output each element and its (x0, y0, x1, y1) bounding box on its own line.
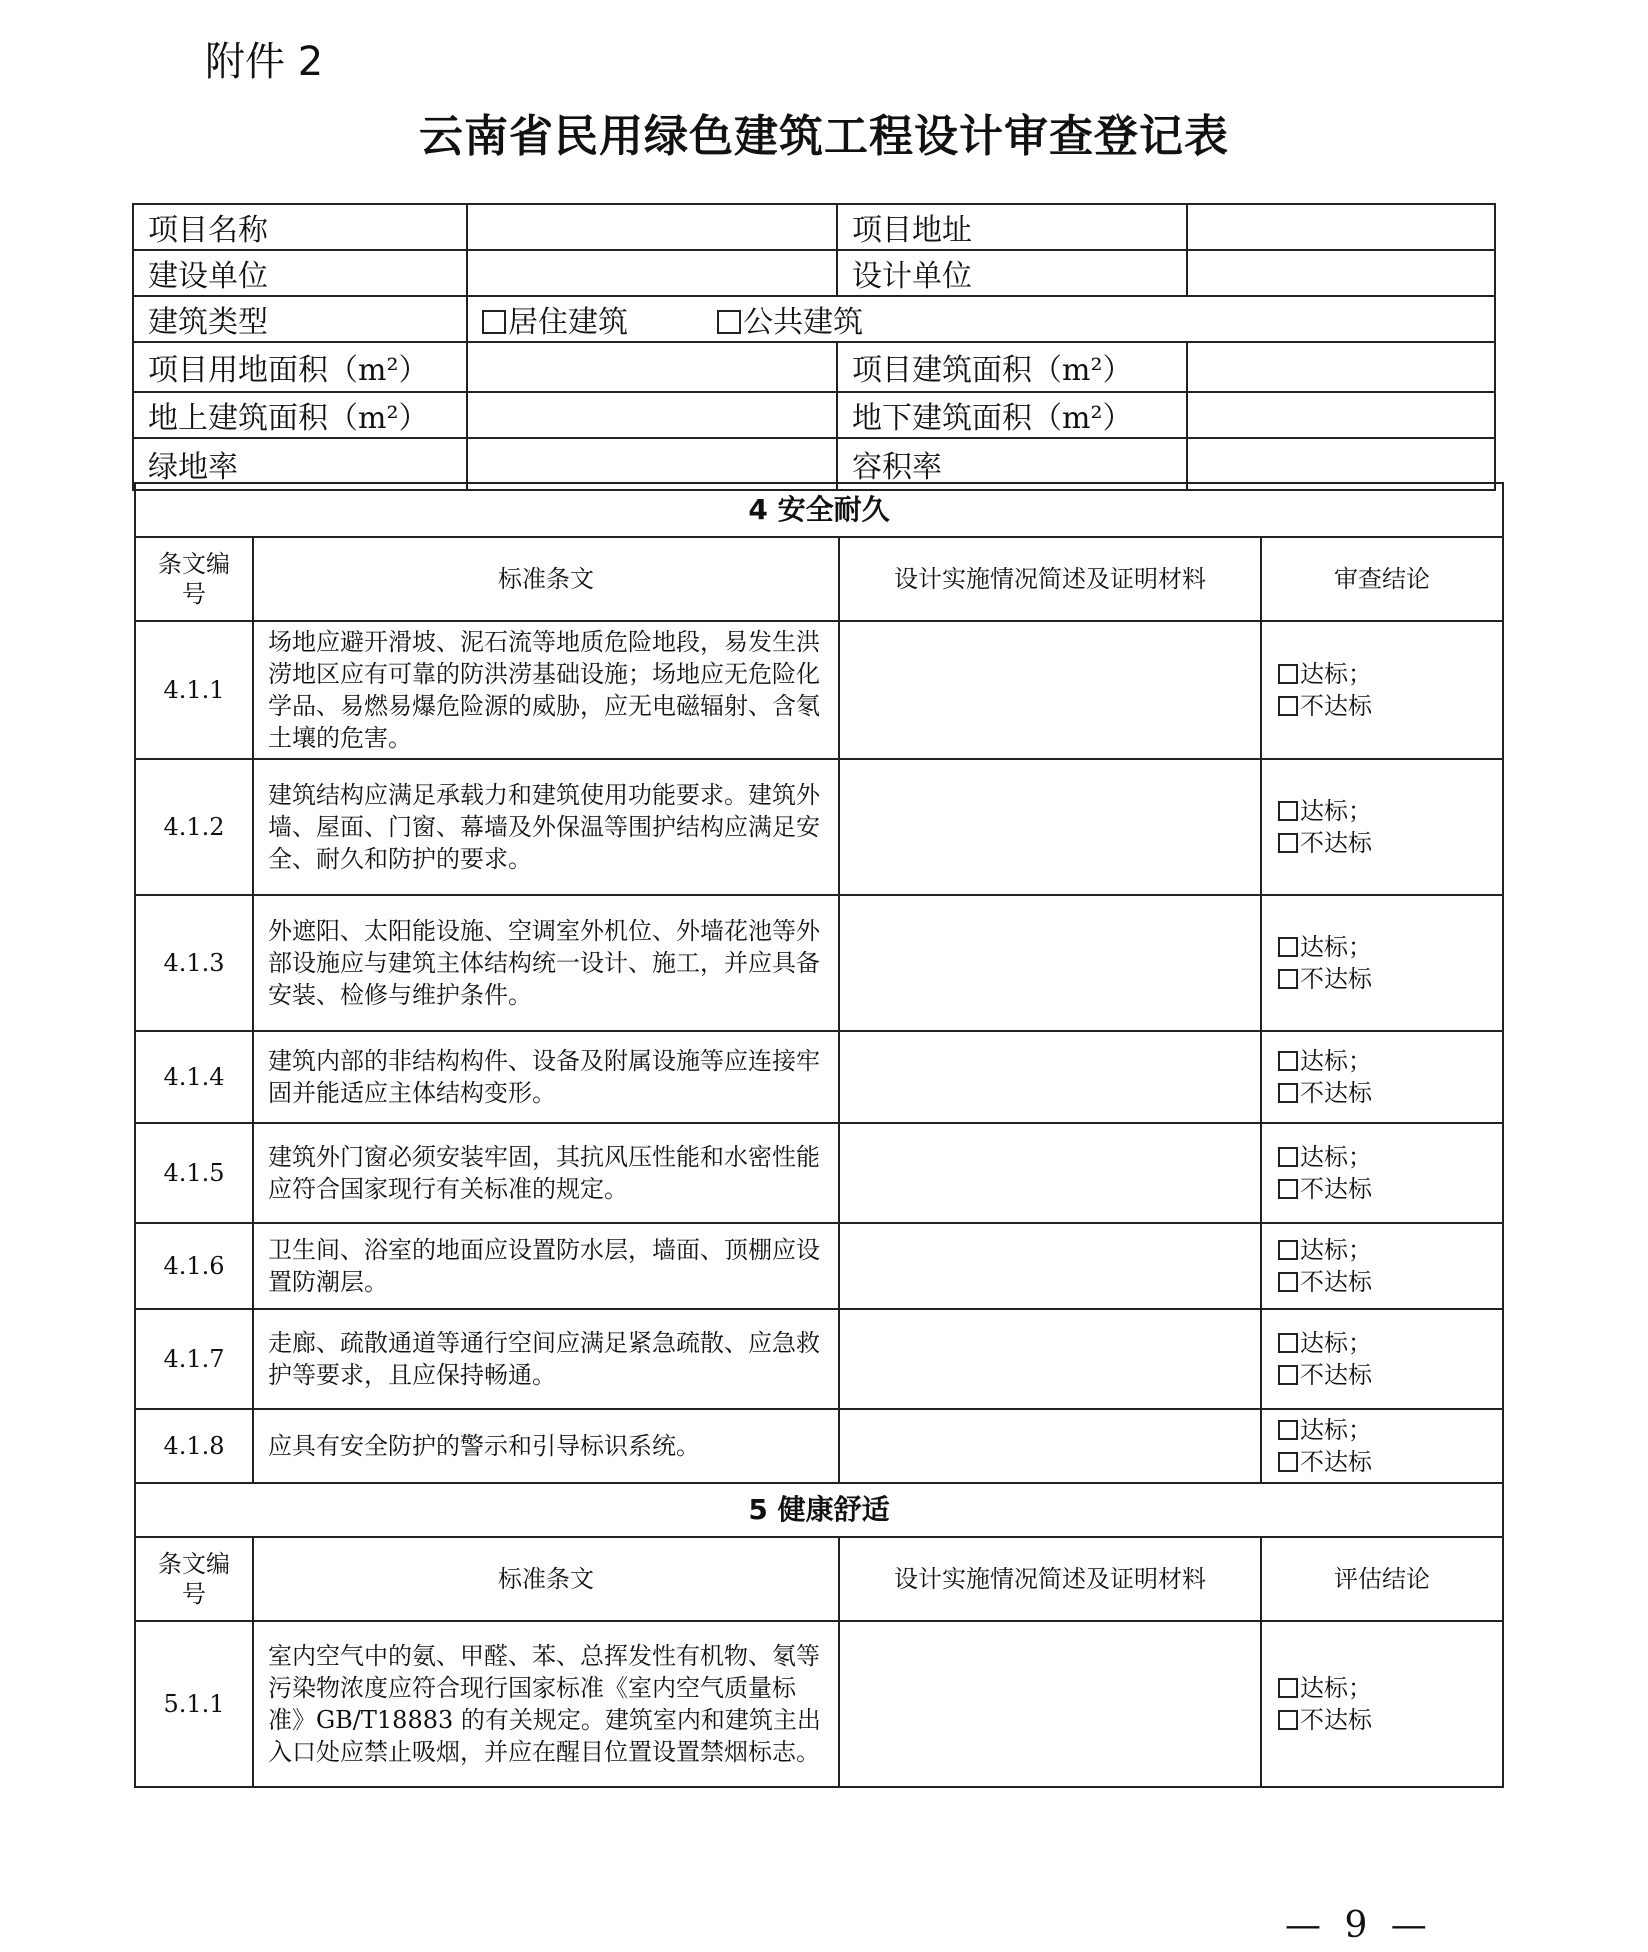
fail-option (1278, 690, 1488, 722)
pass-checkbox[interactable] (1278, 1678, 1298, 1698)
section-title: 5 健康舒适 (135, 1483, 1503, 1537)
fail-option (1278, 1077, 1488, 1109)
review-result (1261, 1123, 1503, 1223)
pass-option (1278, 795, 1488, 827)
construction-unit-field[interactable] (467, 250, 837, 296)
clause-text: 应具有安全防护的警示和引导标识系统。 (253, 1409, 839, 1483)
column-header-result: 审查结论 (1261, 537, 1503, 621)
pass-label: 达标； (1300, 660, 1372, 688)
pass-checkbox[interactable] (1278, 1147, 1298, 1167)
green-ratio-label: 绿地率 (133, 438, 467, 490)
pass-label: 达标； (1300, 1329, 1372, 1357)
plot-ratio-label: 容积率 (837, 438, 1187, 490)
fail-checkbox[interactable] (1278, 1272, 1298, 1292)
building-type-label: 建筑类型 (133, 296, 467, 342)
clause-text: 建筑内部的非结构构件、设备及附属设施等应连接牢固并能适应主体结构变形。 (253, 1031, 839, 1123)
fail-checkbox[interactable] (1278, 1083, 1298, 1103)
clause-text: 场地应避开滑坡、泥石流等地质危险地段，易发生洪涝地区应有可靠的防洪涝基础设施；场地应无危险化学品、易燃易爆危险源的威胁，应无电磁辐射、含氡土壤的危害。 (253, 621, 839, 759)
pass-label: 达标； (1300, 1416, 1372, 1444)
pass-option (1278, 1234, 1488, 1266)
fail-option (1278, 1173, 1488, 1205)
fail-label: 不达标 (1300, 829, 1372, 857)
column-header-result: 评估结论 (1261, 1537, 1503, 1621)
design-description-field[interactable] (839, 1123, 1261, 1223)
column-header-clause: 标准条文 (253, 1537, 839, 1621)
column-header-number: 条文编号 (135, 1537, 253, 1621)
clause-number: 4.1.1 (135, 621, 253, 759)
review-result (1261, 1409, 1503, 1483)
design-description-field[interactable] (839, 1621, 1261, 1787)
fail-label: 不达标 (1300, 1079, 1372, 1107)
design-description-field[interactable] (839, 621, 1261, 759)
project-info-table (132, 203, 1496, 491)
fail-option (1278, 963, 1488, 995)
construction-unit-label: 建设单位 (133, 250, 467, 296)
review-result (1261, 895, 1503, 1031)
building-area-field[interactable] (1187, 342, 1495, 392)
fail-option (1278, 827, 1488, 859)
residential-checkbox[interactable] (482, 310, 506, 334)
page-number: — 9 — (1285, 1905, 1433, 1946)
project-address-field[interactable] (1187, 204, 1495, 250)
fail-label: 不达标 (1300, 1175, 1372, 1203)
pass-label: 达标； (1300, 1047, 1372, 1075)
land-area-field[interactable] (467, 342, 837, 392)
column-header-clause: 标准条文 (253, 537, 839, 621)
clause-number: 4.1.6 (135, 1223, 253, 1309)
pass-checkbox[interactable] (1278, 1420, 1298, 1440)
above-ground-area-label: 地上建筑面积（m²） (133, 392, 467, 438)
pass-label: 达标； (1300, 1143, 1372, 1171)
attachment-label: 附件 2 (205, 39, 324, 85)
clause-text: 室内空气中的氨、甲醛、苯、总挥发性有机物、氡等污染物浓度应符合现行国家标准《室内空气质量标准》GB/T18883 的有关规定。建筑室内和建筑主出入口处应禁止吸烟，并应在醒目位置设置禁烟标志。 (253, 1621, 839, 1787)
pass-option (1278, 1414, 1488, 1446)
table-row (135, 1223, 1503, 1309)
column-header-design: 设计实施情况简述及证明材料 (839, 1537, 1261, 1621)
pass-option (1278, 1327, 1488, 1359)
building-area-label: 项目建筑面积（m²） (837, 342, 1187, 392)
design-description-field[interactable] (839, 1309, 1261, 1409)
table-row (135, 1309, 1503, 1409)
above-ground-area-field[interactable] (467, 392, 837, 438)
table-row (135, 1621, 1503, 1787)
clause-number: 4.1.7 (135, 1309, 253, 1409)
table-row (135, 1123, 1503, 1223)
residential-label: 居住建筑 (508, 305, 628, 340)
fail-checkbox[interactable] (1278, 969, 1298, 989)
clause-text: 外遮阳、太阳能设施、空调室外机位、外墙花池等外部设施应与建筑主体结构统一设计、施工，并应具备安装、检修与维护条件。 (253, 895, 839, 1031)
fail-label: 不达标 (1300, 1361, 1372, 1389)
underground-area-label: 地下建筑面积（m²） (837, 392, 1187, 438)
clause-number: 4.1.5 (135, 1123, 253, 1223)
fail-option (1278, 1446, 1488, 1478)
review-result (1261, 759, 1503, 895)
pass-checkbox[interactable] (1278, 1051, 1298, 1071)
pass-checkbox[interactable] (1278, 664, 1298, 684)
design-description-field[interactable] (839, 895, 1261, 1031)
table-row (135, 895, 1503, 1031)
fail-label: 不达标 (1300, 1706, 1372, 1734)
review-table (134, 482, 1504, 1788)
column-header-number: 条文编号 (135, 537, 253, 621)
pass-option (1278, 658, 1488, 690)
table-row (135, 621, 1503, 759)
public-checkbox[interactable] (717, 310, 741, 334)
pass-checkbox[interactable] (1278, 1240, 1298, 1260)
pass-option (1278, 1045, 1488, 1077)
section-title: 4 安全耐久 (135, 483, 1503, 537)
fail-option (1278, 1359, 1488, 1391)
design-description-field[interactable] (839, 759, 1261, 895)
fail-checkbox[interactable] (1278, 696, 1298, 716)
design-description-field[interactable] (839, 1409, 1261, 1483)
table-row (135, 759, 1503, 895)
clause-number: 4.1.4 (135, 1031, 253, 1123)
fail-option (1278, 1266, 1488, 1298)
pass-checkbox[interactable] (1278, 937, 1298, 957)
underground-area-field[interactable] (1187, 392, 1495, 438)
pass-label: 达标； (1300, 797, 1372, 825)
page-title: 云南省民用绿色建筑工程设计审查登记表 (419, 111, 1229, 162)
review-result (1261, 621, 1503, 759)
fail-checkbox[interactable] (1278, 1710, 1298, 1730)
clause-text: 建筑外门窗必须安装牢固，其抗风压性能和水密性能应符合国家现行有关标准的规定。 (253, 1123, 839, 1223)
table-row (135, 1031, 1503, 1123)
fail-option (1278, 1704, 1488, 1736)
pass-checkbox[interactable] (1278, 801, 1298, 821)
project-name-field[interactable] (467, 204, 837, 250)
pass-option (1278, 1672, 1488, 1704)
column-header-design: 设计实施情况简述及证明材料 (839, 537, 1261, 621)
design-description-field[interactable] (839, 1031, 1261, 1123)
pass-label: 达标； (1300, 1674, 1372, 1702)
design-unit-label: 设计单位 (837, 250, 1187, 296)
clause-number: 4.1.2 (135, 759, 253, 895)
clause-text: 走廊、疏散通道等通行空间应满足紧急疏散、应急救护等要求，且应保持畅通。 (253, 1309, 839, 1409)
fail-label: 不达标 (1300, 1268, 1372, 1296)
building-type-options (467, 296, 1495, 342)
pass-option (1278, 931, 1488, 963)
clause-number: 4.1.8 (135, 1409, 253, 1483)
review-result (1261, 1309, 1503, 1409)
design-description-field[interactable] (839, 1223, 1261, 1309)
clause-number: 4.1.3 (135, 895, 253, 1031)
fail-checkbox[interactable] (1278, 833, 1298, 853)
public-label: 公共建筑 (743, 305, 864, 340)
fail-checkbox[interactable] (1278, 1179, 1298, 1199)
design-unit-field[interactable] (1187, 250, 1495, 296)
fail-checkbox[interactable] (1278, 1452, 1298, 1472)
clause-number: 5.1.1 (135, 1621, 253, 1787)
fail-label: 不达标 (1300, 692, 1372, 720)
project-address-label: 项目地址 (837, 204, 1187, 250)
fail-checkbox[interactable] (1278, 1365, 1298, 1385)
review-result (1261, 1223, 1503, 1309)
project-name-label: 项目名称 (133, 204, 467, 250)
clause-text: 卫生间、浴室的地面应设置防水层，墙面、顶棚应设置防潮层。 (253, 1223, 839, 1309)
pass-label: 达标； (1300, 933, 1372, 961)
table-row (135, 1409, 1503, 1483)
pass-label: 达标； (1300, 1236, 1372, 1264)
pass-option (1278, 1141, 1488, 1173)
clause-text: 建筑结构应满足承载力和建筑使用功能要求。建筑外墙、屋面、门窗、幕墙及外保温等围护结构应满足安全、耐久和防护的要求。 (253, 759, 839, 895)
pass-checkbox[interactable] (1278, 1333, 1298, 1353)
fail-label: 不达标 (1300, 1448, 1372, 1476)
fail-label: 不达标 (1300, 965, 1372, 993)
review-result (1261, 1621, 1503, 1787)
review-result (1261, 1031, 1503, 1123)
land-area-label: 项目用地面积（m²） (133, 342, 467, 392)
